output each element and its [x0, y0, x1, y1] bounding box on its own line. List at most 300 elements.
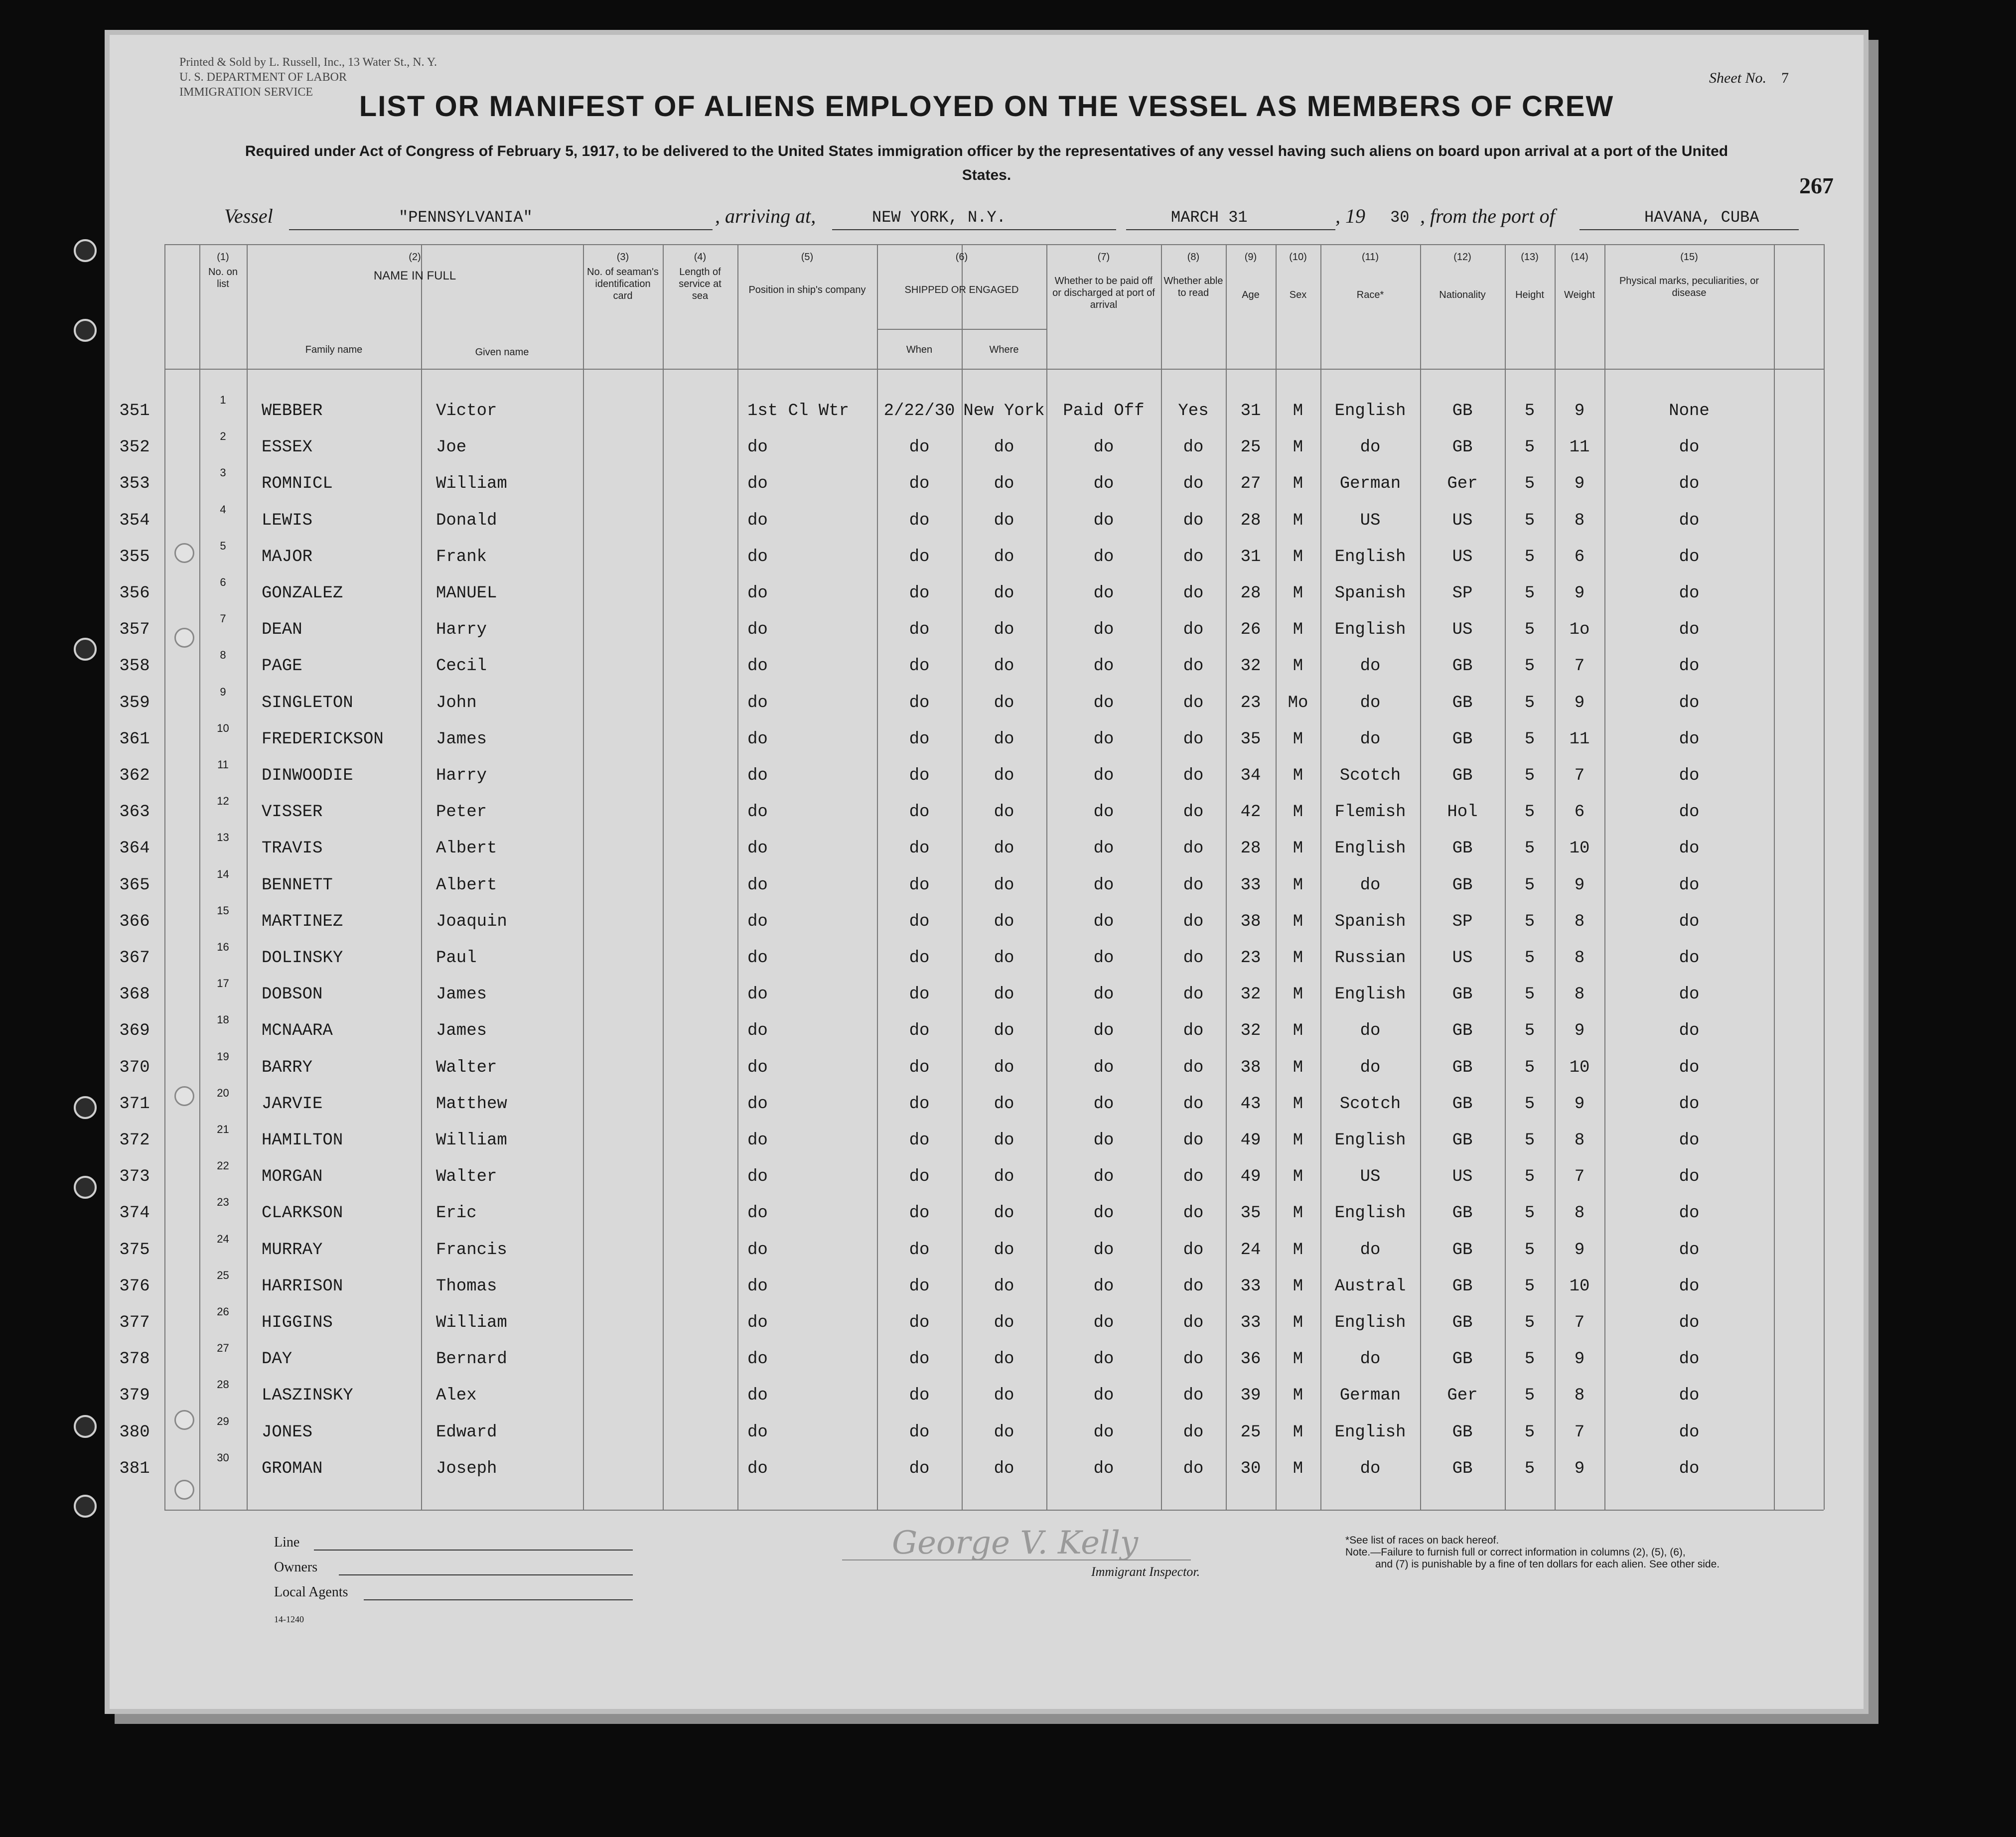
height: 5 [1524, 657, 1535, 676]
weight: 9 [1574, 474, 1585, 494]
height: 5 [1524, 766, 1535, 785]
list-number-margin: 372 [119, 1131, 150, 1150]
race: US [1360, 511, 1381, 530]
paid-off: do [1093, 1094, 1114, 1114]
height: 5 [1524, 438, 1535, 457]
family-name: WEBBER [262, 402, 323, 421]
age: 42 [1240, 803, 1261, 822]
family-name: MCNAARA [262, 1021, 333, 1041]
margin-circle [174, 1086, 194, 1106]
shipped-where: do [994, 1386, 1014, 1406]
nationality: GB [1452, 1058, 1473, 1077]
arrival-port: NEW YORK, N.Y. [872, 208, 1006, 227]
shipped-when: do [909, 1167, 930, 1187]
col15-number: (15) [1680, 252, 1698, 263]
family-name: DAY [262, 1350, 292, 1369]
shipped-where: do [994, 949, 1014, 968]
col11-number: (11) [1361, 252, 1379, 263]
able-to-read: do [1183, 839, 1204, 858]
list-number-margin: 373 [119, 1167, 150, 1187]
line-number: 13 [217, 831, 229, 844]
weight: 10 [1569, 839, 1590, 858]
sex: M [1293, 620, 1303, 640]
shipped-when: do [909, 438, 930, 457]
col5-header: Position in ship's company [748, 284, 866, 295]
race: do [1360, 1459, 1381, 1478]
able-to-read: do [1183, 511, 1204, 530]
table-row [119, 1378, 1824, 1413]
sheet-number [1709, 70, 1789, 87]
paid-off: do [1093, 657, 1114, 676]
physical-marks: do [1679, 1422, 1700, 1442]
margin-circle [174, 1410, 194, 1430]
age: 33 [1240, 875, 1261, 895]
sex: M [1293, 839, 1303, 858]
race: do [1360, 1350, 1381, 1369]
shipped-when: do [909, 912, 930, 931]
col9-header: Age [1242, 289, 1260, 300]
able-to-read: do [1183, 1276, 1204, 1296]
nationality: GB [1452, 875, 1473, 895]
given-name: Walter [436, 1058, 497, 1077]
list-number-margin: 378 [119, 1350, 150, 1369]
family-name: VISSER [262, 803, 323, 822]
paid-off: do [1093, 985, 1114, 1004]
race: German [1339, 474, 1401, 494]
shipped-when: do [909, 729, 930, 749]
position: do [747, 985, 768, 1004]
line-number: 26 [217, 1305, 229, 1318]
shipped-where: do [994, 1459, 1014, 1478]
height: 5 [1524, 803, 1535, 822]
line-number: 30 [217, 1451, 229, 1464]
race: Russian [1334, 949, 1406, 968]
nationality: Hol [1447, 803, 1478, 822]
height: 5 [1524, 1204, 1535, 1223]
position: do [747, 766, 768, 785]
shipped-where: do [994, 547, 1014, 566]
height: 5 [1524, 474, 1535, 494]
able-to-read: do [1183, 875, 1204, 895]
binder-hole [74, 1096, 97, 1119]
list-number-margin: 366 [119, 912, 150, 931]
position: do [747, 912, 768, 931]
col4-header: Length of service at sea [679, 267, 721, 301]
weight: 8 [1574, 1204, 1585, 1223]
nationality: GB [1452, 1240, 1473, 1260]
shipped-when: do [909, 1422, 930, 1442]
age: 34 [1240, 766, 1261, 785]
table-row [119, 1159, 1824, 1194]
list-number-margin: 362 [119, 766, 150, 785]
inspector-label: Immigrant Inspector. [1091, 1564, 1200, 1579]
position: do [747, 474, 768, 494]
nationality: GB [1452, 1313, 1473, 1332]
nationality: GB [1452, 985, 1473, 1004]
race: do [1360, 729, 1381, 749]
family-name: CLARKSON [262, 1204, 343, 1223]
height: 5 [1524, 1276, 1535, 1296]
col2-number: (2) [409, 252, 421, 263]
able-to-read: do [1183, 1131, 1204, 1150]
shipped-where: New York [963, 402, 1045, 421]
table-row [119, 1414, 1824, 1450]
family-name: DOLINSKY [262, 949, 343, 968]
line-number: 18 [217, 1013, 229, 1026]
age: 31 [1240, 547, 1261, 566]
list-number-margin: 367 [119, 949, 150, 968]
paid-off: do [1093, 949, 1114, 968]
nationality: GB [1452, 1131, 1473, 1150]
family-name: DINWOODIE [262, 766, 353, 785]
table-row [119, 649, 1824, 684]
given-name: Bernard [436, 1350, 507, 1369]
paid-off: do [1093, 1021, 1114, 1041]
sex: M [1293, 1276, 1303, 1296]
physical-marks: None [1669, 402, 1710, 421]
family-name: ESSEX [262, 438, 313, 457]
list-number-margin: 356 [119, 584, 150, 603]
paid-off: do [1093, 1313, 1114, 1332]
age: 23 [1240, 949, 1261, 968]
height: 5 [1524, 1422, 1535, 1442]
physical-marks: do [1679, 1058, 1700, 1077]
family-name: TRAVIS [262, 839, 323, 858]
shipped-when: do [909, 839, 930, 858]
binder-hole [74, 319, 97, 342]
shipped-when: do [909, 693, 930, 712]
table-row [119, 1451, 1824, 1486]
paid-off: do [1093, 1386, 1114, 1406]
list-number-margin: 363 [119, 803, 150, 822]
line-number: 28 [217, 1378, 229, 1391]
shipped-where: do [994, 620, 1014, 640]
table-row [119, 795, 1824, 830]
able-to-read: do [1183, 1386, 1204, 1406]
weight: 7 [1574, 657, 1585, 676]
paid-off: do [1093, 912, 1114, 931]
weight: 8 [1574, 511, 1585, 530]
given-name: Eric [436, 1204, 477, 1223]
list-number-margin: 351 [119, 402, 150, 421]
sex: M [1293, 1386, 1303, 1406]
physical-marks: do [1679, 620, 1700, 640]
line-number: 10 [217, 721, 229, 734]
able-to-read: do [1183, 803, 1204, 822]
line-number: 3 [220, 466, 226, 479]
given-name: Joseph [436, 1459, 497, 1478]
position: do [747, 1459, 768, 1478]
position: do [747, 1240, 768, 1260]
physical-marks: do [1679, 839, 1700, 858]
line-label: Line [274, 1535, 300, 1550]
given-name: James [436, 729, 487, 749]
weight: 9 [1574, 1350, 1585, 1369]
physical-marks: do [1679, 985, 1700, 1004]
age: 32 [1240, 657, 1261, 676]
col12-header: Nationality [1439, 289, 1486, 300]
line-number: 14 [217, 867, 229, 880]
shipped-when: do [909, 511, 930, 530]
list-number-margin: 368 [119, 985, 150, 1004]
sex: M [1293, 1094, 1303, 1114]
physical-marks: do [1679, 547, 1700, 566]
family-name: GROMAN [262, 1459, 323, 1478]
table-row [119, 685, 1824, 720]
sex: M [1293, 1350, 1303, 1369]
physical-marks: do [1679, 729, 1700, 749]
age: 33 [1240, 1313, 1261, 1332]
shipped-when: do [909, 1131, 930, 1150]
age: 25 [1240, 438, 1261, 457]
family-name: SINGLETON [262, 693, 353, 712]
height: 5 [1524, 620, 1535, 640]
age: 32 [1240, 985, 1261, 1004]
nationality: US [1452, 511, 1473, 530]
col6-number: (6) [955, 252, 968, 263]
when-header: When [906, 344, 933, 355]
race: English [1334, 547, 1406, 566]
race: do [1360, 657, 1381, 676]
height: 5 [1524, 1350, 1535, 1369]
list-number-margin: 381 [119, 1459, 150, 1478]
sex: M [1293, 474, 1303, 494]
line-number: 7 [220, 612, 226, 625]
list-number-margin: 380 [119, 1422, 150, 1442]
sex: M [1293, 949, 1303, 968]
penalty-note-2: and (7) is punishable by a fine of ten dollars for each alien. See other side. [1375, 1558, 1720, 1570]
paid-off: do [1093, 438, 1114, 457]
given-name: Harry [436, 620, 487, 640]
paid-off: do [1093, 693, 1114, 712]
line-number: 17 [217, 977, 229, 990]
family-name: HAMILTON [262, 1131, 343, 1150]
paid-off: do [1093, 729, 1114, 749]
position: do [747, 1167, 768, 1187]
shipped-when: do [909, 584, 930, 603]
nationality: GB [1452, 657, 1473, 676]
physical-marks: do [1679, 1313, 1700, 1332]
sex: M [1293, 766, 1303, 785]
height: 5 [1524, 1459, 1535, 1478]
list-number-margin: 369 [119, 1021, 150, 1041]
family-name: BENNETT [262, 875, 333, 895]
form-code: 14-1240 [274, 1614, 304, 1624]
shipped-when: do [909, 1350, 930, 1369]
paid-off: do [1093, 1422, 1114, 1442]
position: do [747, 949, 768, 968]
able-to-read: do [1183, 1459, 1204, 1478]
shipped-where: do [994, 584, 1014, 603]
weight: 9 [1574, 1094, 1585, 1114]
age: 28 [1240, 584, 1261, 603]
height: 5 [1524, 402, 1535, 421]
col7-header: Whether to be paid off or discharged at port of arrival [1052, 276, 1155, 310]
able-to-read: do [1183, 912, 1204, 931]
sex: M [1293, 1167, 1303, 1187]
nationality: GB [1452, 1094, 1473, 1114]
able-to-read: do [1183, 657, 1204, 676]
weight: 1o [1569, 620, 1590, 640]
list-number-margin: 352 [119, 438, 150, 457]
physical-marks: do [1679, 1276, 1700, 1296]
sheet-number-value: 7 [1781, 70, 1789, 86]
nationality: GB [1452, 729, 1473, 749]
shipped-where: do [994, 657, 1014, 676]
table-row [119, 1050, 1824, 1085]
weight: 11 [1569, 438, 1590, 457]
family-name-header: Family name [305, 344, 363, 355]
weight: 7 [1574, 1313, 1585, 1332]
physical-marks: do [1679, 584, 1700, 603]
given-name: Joaquin [436, 912, 507, 931]
col7-number: (7) [1097, 252, 1110, 263]
weight: 8 [1574, 912, 1585, 931]
weight: 7 [1574, 1422, 1585, 1442]
position: do [747, 1313, 768, 1332]
paid-off: do [1093, 474, 1114, 494]
line-number: 23 [217, 1196, 229, 1209]
race: German [1339, 1386, 1401, 1406]
able-to-read: do [1183, 584, 1204, 603]
shipped-when: do [909, 1021, 930, 1041]
race: do [1360, 693, 1381, 712]
nationality: SP [1452, 584, 1473, 603]
shipped-when: do [909, 1276, 930, 1296]
height: 5 [1524, 1021, 1535, 1041]
able-to-read: do [1183, 438, 1204, 457]
weight: 9 [1574, 402, 1585, 421]
vessel-name: "PENNSYLVANIA" [399, 208, 533, 227]
col8-number: (8) [1187, 252, 1200, 263]
col1-number: (1) [217, 252, 229, 263]
position: do [747, 1131, 768, 1150]
weight: 10 [1569, 1276, 1590, 1296]
height: 5 [1524, 511, 1535, 530]
nationality: GB [1452, 693, 1473, 712]
able-to-read: do [1183, 1058, 1204, 1077]
vessel-line [224, 204, 1799, 232]
age: 35 [1240, 729, 1261, 749]
physical-marks: do [1679, 949, 1700, 968]
shipped-when: do [909, 1094, 930, 1114]
position: do [747, 1350, 768, 1369]
physical-marks: do [1679, 1131, 1700, 1150]
physical-marks: do [1679, 438, 1700, 457]
list-number-margin: 371 [119, 1094, 150, 1114]
height: 5 [1524, 693, 1535, 712]
table-row [119, 1305, 1824, 1340]
given-name: William [436, 1131, 507, 1150]
given-name: Albert [436, 839, 497, 858]
physical-marks: do [1679, 1167, 1700, 1187]
col11-header: Race* [1356, 289, 1384, 300]
height: 5 [1524, 1131, 1535, 1150]
sex: M [1293, 1240, 1303, 1260]
table-row [119, 394, 1824, 428]
height: 5 [1524, 839, 1535, 858]
table-row [119, 867, 1824, 903]
sex: M [1293, 1422, 1303, 1442]
shipped-where: do [994, 1276, 1014, 1296]
race: Spanish [1334, 584, 1406, 603]
given-name: William [436, 474, 507, 494]
list-number-margin: 355 [119, 547, 150, 566]
shipped-where: do [994, 1131, 1014, 1150]
paid-off: do [1093, 620, 1114, 640]
race: Scotch [1339, 1094, 1401, 1114]
line-number: 11 [217, 758, 229, 771]
given-name: Victor [436, 402, 497, 421]
given-name: Francis [436, 1240, 507, 1260]
able-to-read: do [1183, 547, 1204, 566]
shipped-when: do [909, 875, 930, 895]
shipped-where: do [994, 1021, 1014, 1041]
family-name: DOBSON [262, 985, 323, 1004]
shipped-where: do [994, 1204, 1014, 1223]
race: Spanish [1334, 912, 1406, 931]
given-name: Harry [436, 766, 487, 785]
physical-marks: do [1679, 875, 1700, 895]
nationality: GB [1452, 1021, 1473, 1041]
position: do [747, 1021, 768, 1041]
weight: 9 [1574, 693, 1585, 712]
paid-off: do [1093, 803, 1114, 822]
position: do [747, 438, 768, 457]
weight: 10 [1569, 1058, 1590, 1077]
weight: 11 [1569, 729, 1590, 749]
paid-off: do [1093, 1131, 1114, 1150]
physical-marks: do [1679, 1204, 1700, 1223]
shipped-where: do [994, 1094, 1014, 1114]
family-name: LASZINSKY [262, 1386, 353, 1406]
shipped-when: do [909, 620, 930, 640]
nationality: GB [1452, 1204, 1473, 1223]
physical-marks: do [1679, 1459, 1700, 1478]
sex: M [1293, 1313, 1303, 1332]
paid-off: do [1093, 1204, 1114, 1223]
shipped-where: do [994, 1167, 1014, 1187]
nationality: GB [1452, 766, 1473, 785]
col10-header: Sex [1289, 289, 1307, 300]
race: do [1360, 1240, 1381, 1260]
weight: 9 [1574, 584, 1585, 603]
nationality: US [1452, 949, 1473, 968]
age: 27 [1240, 474, 1261, 494]
list-number-margin: 374 [119, 1204, 150, 1223]
given-name: Cecil [436, 657, 487, 676]
given-name: Joe [436, 438, 467, 457]
physical-marks: do [1679, 1021, 1700, 1041]
able-to-read: do [1183, 1204, 1204, 1223]
physical-marks: do [1679, 1386, 1700, 1406]
shipped-when: 2/22/30 [883, 402, 955, 421]
line-number: 4 [220, 503, 226, 516]
position: do [747, 729, 768, 749]
race: English [1334, 1313, 1406, 1332]
physical-marks: do [1679, 803, 1700, 822]
age: 30 [1240, 1459, 1261, 1478]
family-name: DEAN [262, 620, 302, 640]
list-number-margin: 379 [119, 1386, 150, 1406]
line-number: 15 [217, 904, 229, 917]
margin-circle [174, 628, 194, 648]
position: do [747, 1422, 768, 1442]
paid-off: do [1093, 1459, 1114, 1478]
paid-off: do [1093, 1058, 1114, 1077]
shipped-where: do [994, 1422, 1014, 1442]
line-number: 21 [217, 1123, 229, 1135]
